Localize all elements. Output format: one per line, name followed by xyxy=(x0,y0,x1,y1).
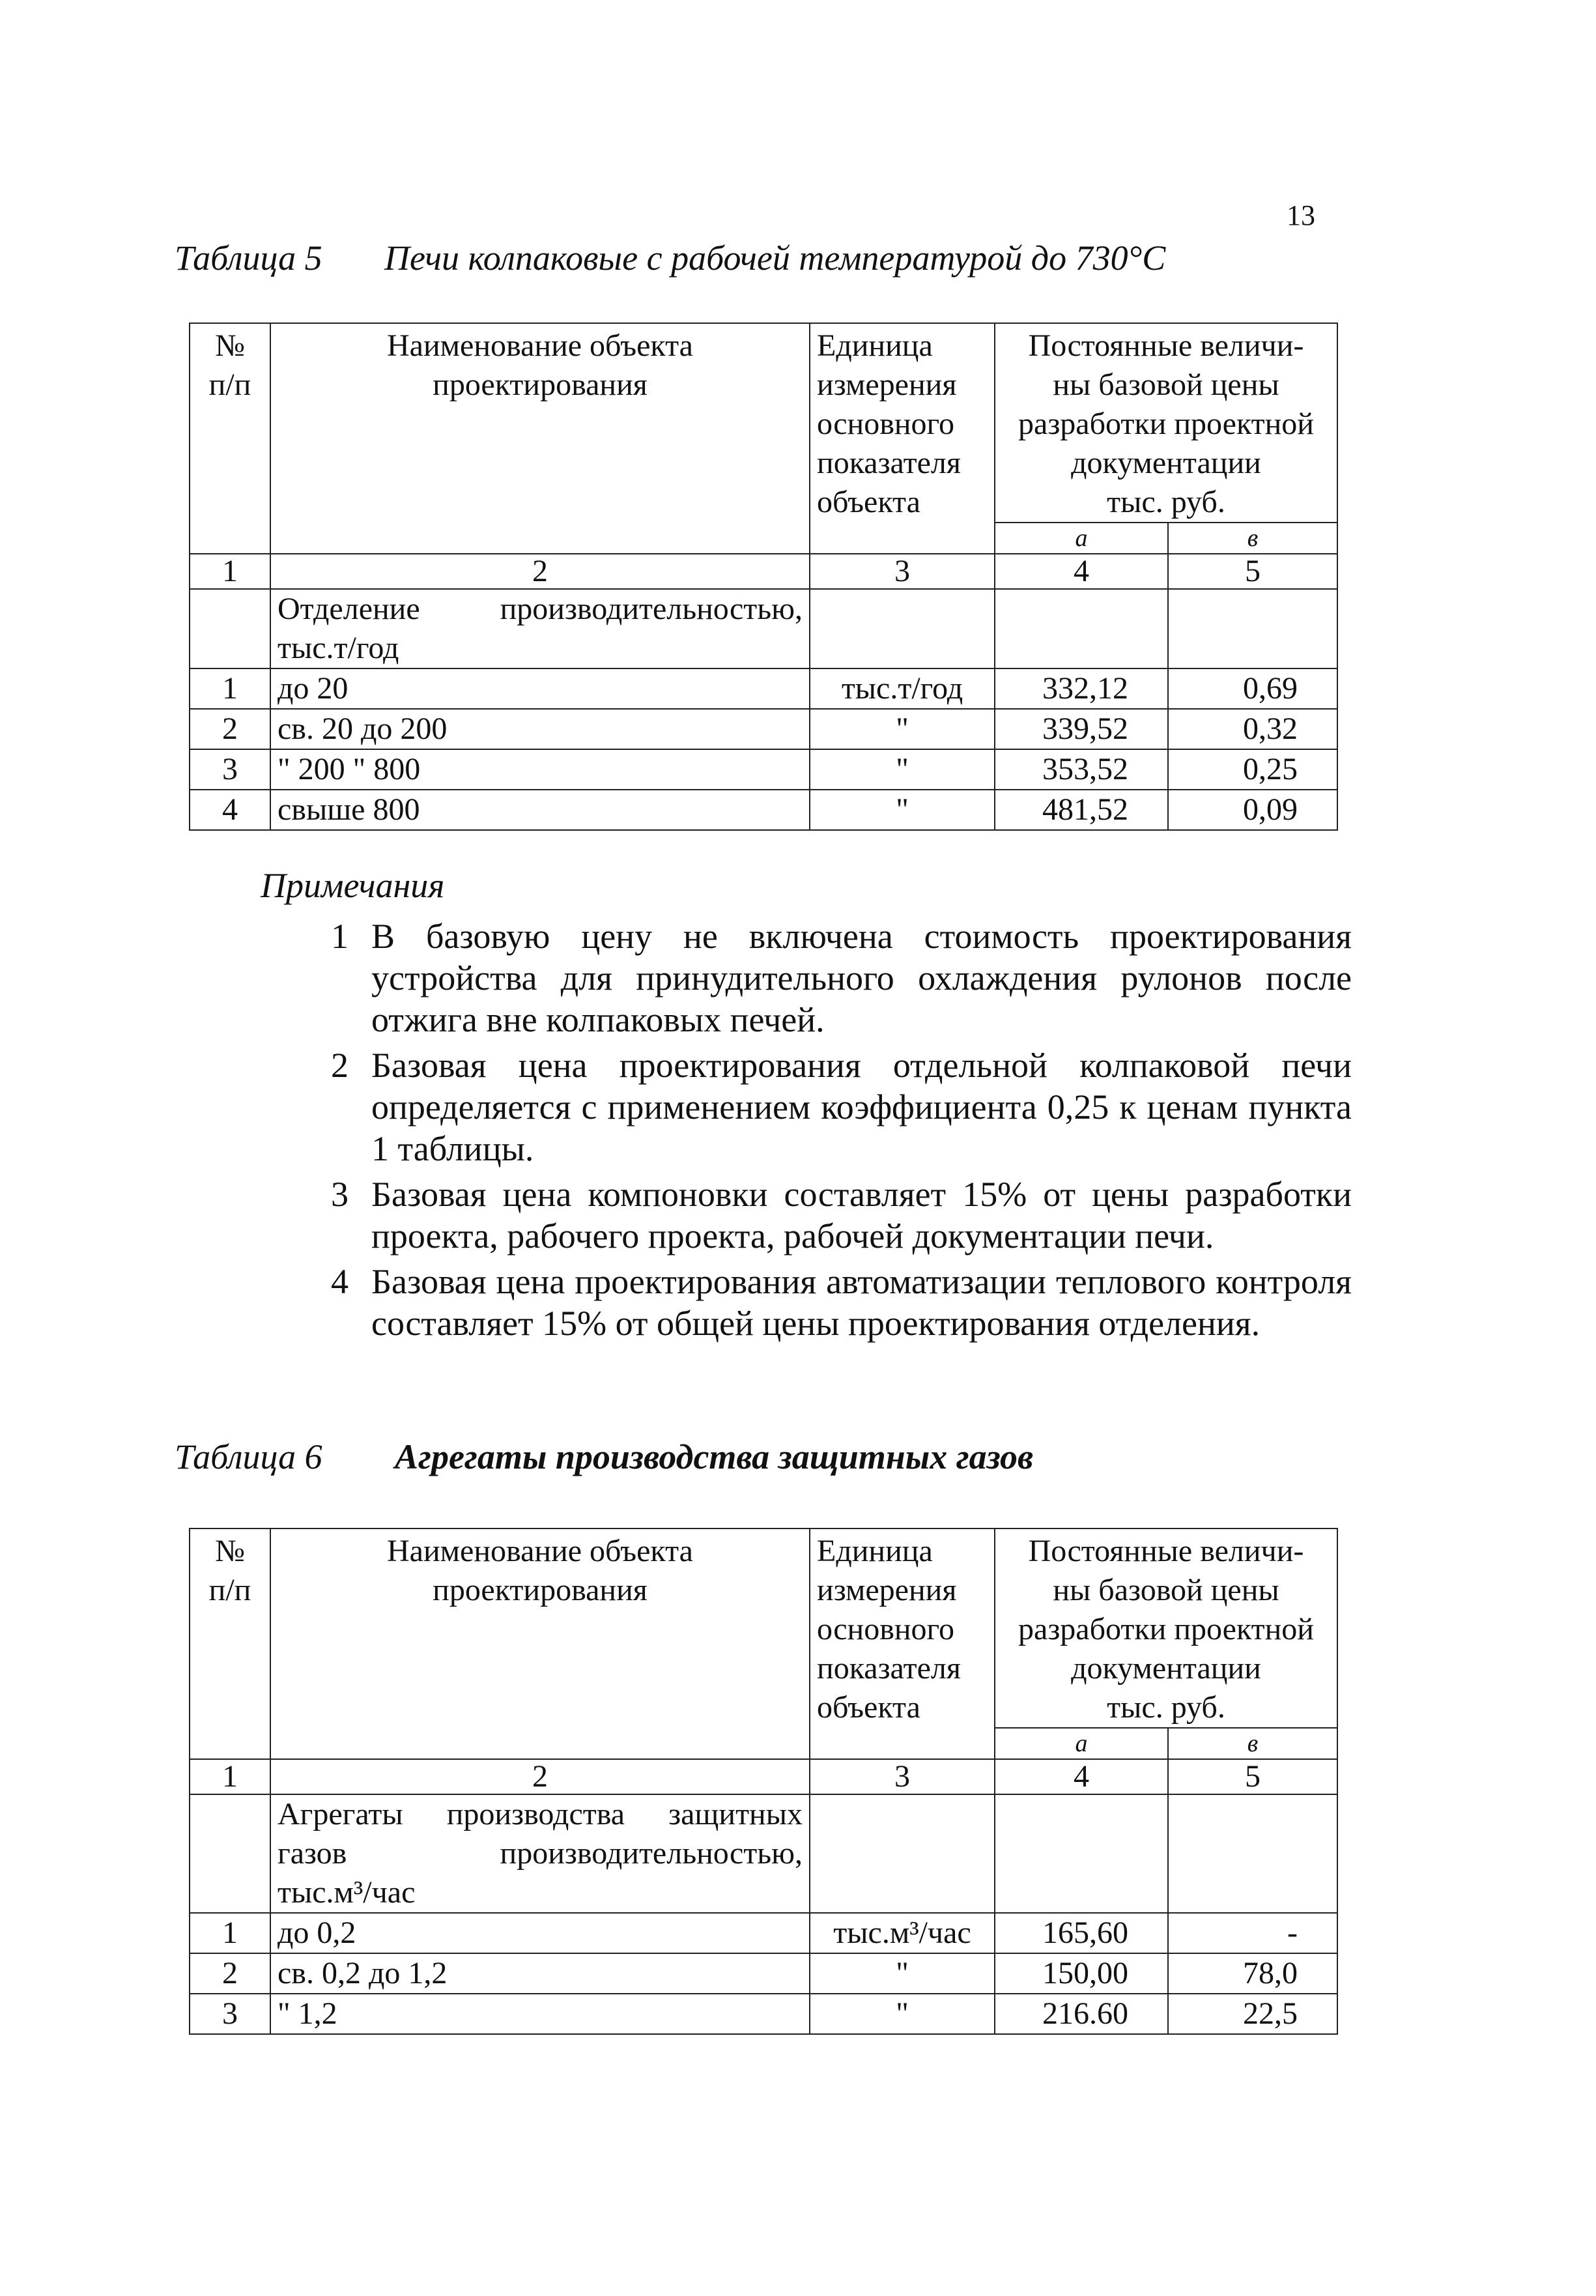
row-value-a: 481,52 xyxy=(995,790,1168,830)
table5-subheader-b: в xyxy=(1168,523,1337,554)
row-unit: " xyxy=(810,1953,995,1994)
table5-colnum: 4 xyxy=(995,554,1168,589)
table6-colnum: 4 xyxy=(995,1759,1168,1794)
table-row xyxy=(190,709,1337,749)
note-number: 3 xyxy=(331,1175,349,1214)
note-item xyxy=(319,1261,1352,1344)
table5 xyxy=(189,323,1338,831)
note-text: В базовую цену не включена стоимость проектирования устройства для принудительного охлаждения рулонов после отжига вне колпаковых печей. xyxy=(371,917,1352,1039)
table6-header-num: № п/п xyxy=(190,1528,270,1759)
row-value-b: - xyxy=(1168,1913,1337,1953)
notes-title: Примечания xyxy=(261,866,445,905)
row-value-a: 150,00 xyxy=(995,1953,1168,1994)
table-row xyxy=(190,1994,1337,2034)
row-name: свыше 800 xyxy=(270,790,810,830)
table5-colnum: 3 xyxy=(810,554,995,589)
row-value-a: 216.60 xyxy=(995,1994,1168,2034)
table6-header-name: Наименование объекта проектирования xyxy=(270,1528,810,1759)
notes-list xyxy=(319,915,1352,1348)
page-number: 13 xyxy=(1287,199,1315,231)
row-name: св. 20 до 200 xyxy=(270,709,810,749)
note-text: Базовая цена проектирования автоматизации теплового контроля составляет 15% от общей цены проектирования отделения. xyxy=(371,1262,1352,1343)
note-item xyxy=(319,915,1352,1040)
row-num: 3 xyxy=(190,1994,270,2034)
table5-colnum: 1 xyxy=(190,554,270,589)
note-item xyxy=(319,1044,1352,1170)
table6-label: Таблица 6 xyxy=(175,1437,322,1476)
table-row xyxy=(190,749,1337,790)
row-num: 4 xyxy=(190,790,270,830)
row-value-b: 0,25 xyxy=(1168,749,1337,790)
row-unit: тыс.м³/час xyxy=(810,1913,995,1953)
row-num: 2 xyxy=(190,1953,270,1994)
table6-subheader-a: а xyxy=(995,1728,1168,1759)
row-num: 1 xyxy=(190,1913,270,1953)
row-value-a: 353,52 xyxy=(995,749,1168,790)
table6-column-numbers xyxy=(190,1759,1337,1794)
row-value-b: 78,0 xyxy=(1168,1953,1337,1994)
table5-subheader-a: а xyxy=(995,523,1168,554)
table6-header-row xyxy=(190,1528,1337,1728)
table6-header-const: Постоянные величи- ны базовой цены разработки проектной документации тыс. руб. xyxy=(995,1528,1337,1728)
table5-header-row xyxy=(190,323,1337,523)
note-number: 1 xyxy=(331,917,349,956)
table6 xyxy=(189,1528,1338,2035)
table5-colnum: 5 xyxy=(1168,554,1337,589)
table6-colnum: 5 xyxy=(1168,1759,1337,1794)
table-row xyxy=(190,1913,1337,1953)
note-number: 4 xyxy=(331,1262,349,1301)
note-text: Базовая цена проектирования отдельной колпаковой печи определяется с применением коэффициента 0,25 к ценам пункта 1 таблицы. xyxy=(371,1046,1352,1168)
row-value-b: 0,69 xyxy=(1168,668,1337,709)
table5-colnum: 2 xyxy=(270,554,810,589)
table5-header-num: № п/п xyxy=(190,323,270,554)
table5-column-numbers xyxy=(190,554,1337,589)
row-unit: " xyxy=(810,749,995,790)
table5-header-const: Постоянные величи- ны базовой цены разработки проектной документации тыс. руб. xyxy=(995,323,1337,523)
row-num: 1 xyxy=(190,668,270,709)
row-unit: " xyxy=(810,1994,995,2034)
row-name: св. 0,2 до 1,2 xyxy=(270,1953,810,1994)
note-number: 2 xyxy=(331,1046,349,1085)
table5-group-row xyxy=(190,589,1337,668)
table5-title: Печи колпаковые с рабочей температурой до 730°С xyxy=(384,238,1166,278)
row-value-b: 0,09 xyxy=(1168,790,1337,830)
row-num: 3 xyxy=(190,749,270,790)
row-unit: тыс.т/год xyxy=(810,668,995,709)
table6-colnum: 1 xyxy=(190,1759,270,1794)
table6-header-unit: Единица измерения основного показателя объекта xyxy=(810,1528,995,1759)
row-value-a: 165,60 xyxy=(995,1913,1168,1953)
table5-header-name: Наименование объекта проектирования xyxy=(270,323,810,554)
table6-subheader-b: в xyxy=(1168,1728,1337,1759)
table6-colnum: 2 xyxy=(270,1759,810,1794)
note-text: Базовая цена компоновки составляет 15% от цены разработки проекта, рабочего проекта, рабочей документации печи. xyxy=(371,1175,1352,1256)
table5-group-label: Отделение производительностью, тыс.т/год xyxy=(270,589,810,668)
table-row xyxy=(190,668,1337,709)
row-unit: " xyxy=(810,790,995,830)
table6-title: Агрегаты производства защитных газов xyxy=(395,1437,1034,1476)
note-item xyxy=(319,1173,1352,1257)
table5-header-unit: Единица измерения основного показателя объекта xyxy=(810,323,995,554)
row-num: 2 xyxy=(190,709,270,749)
row-value-a: 339,52 xyxy=(995,709,1168,749)
table-row xyxy=(190,790,1337,830)
table6-group-label: Агрегаты производства защитных газов производительностью, тыс.м³/час xyxy=(270,1794,810,1913)
row-name: " 200 " 800 xyxy=(270,749,810,790)
table6-group-row xyxy=(190,1794,1337,1913)
row-name: " 1,2 xyxy=(270,1994,810,2034)
row-value-b: 22,5 xyxy=(1168,1994,1337,2034)
row-name: до 20 xyxy=(270,668,810,709)
row-value-a: 332,12 xyxy=(995,668,1168,709)
row-value-b: 0,32 xyxy=(1168,709,1337,749)
table5-label: Таблица 5 xyxy=(175,238,322,278)
table-row xyxy=(190,1953,1337,1994)
row-unit: " xyxy=(810,709,995,749)
table6-colnum: 3 xyxy=(810,1759,995,1794)
row-name: до 0,2 xyxy=(270,1913,810,1953)
